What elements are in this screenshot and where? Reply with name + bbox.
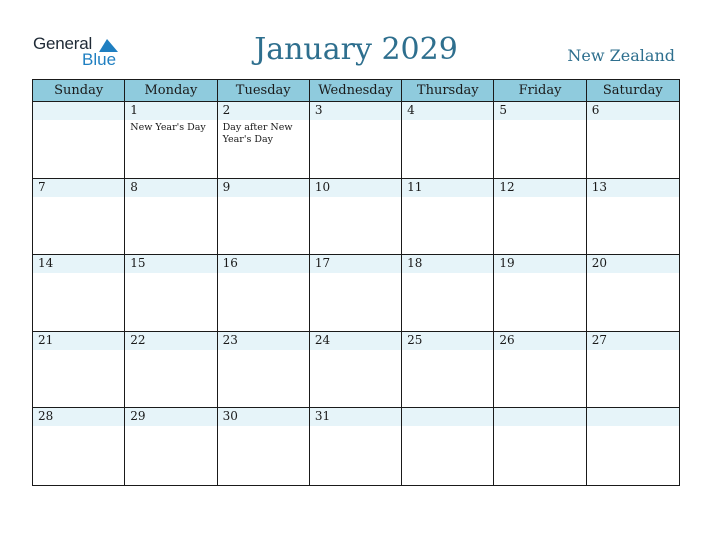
holiday-label: New Year's Day — [130, 122, 206, 133]
day-cell — [402, 179, 494, 256]
day-cell — [402, 332, 494, 409]
day-cell — [587, 332, 679, 409]
day-cell — [587, 102, 679, 179]
day-cell — [310, 179, 402, 256]
day-number: 31 — [314, 409, 331, 424]
holiday-label: Day after New Year's Day — [222, 122, 293, 145]
weekday-header: Monday — [125, 80, 217, 102]
day-number: 10 — [314, 179, 331, 194]
day-number: 13 — [591, 179, 607, 194]
weekday-header: Friday — [494, 80, 586, 102]
weekday-header: Thursday — [402, 80, 494, 102]
weekday-header: Wednesday — [310, 80, 402, 102]
day-number: 9 — [222, 179, 231, 194]
day-number: 1 — [130, 103, 138, 117]
day-number: 5 — [499, 103, 508, 117]
day-cell — [402, 408, 494, 485]
day-cell — [218, 408, 310, 485]
day-number: 11 — [407, 179, 423, 194]
day-number: 26 — [499, 332, 515, 347]
day-cell — [587, 255, 679, 332]
day-number: 21 — [38, 332, 54, 347]
day-number: 2 — [222, 103, 231, 117]
day-number: 16 — [222, 256, 238, 271]
day-cell — [125, 408, 217, 485]
country-label: New Zealand — [567, 46, 675, 65]
day-cell — [218, 255, 310, 332]
day-cell — [33, 332, 125, 409]
day-number: 22 — [130, 332, 146, 347]
day-number: 28 — [38, 409, 54, 424]
calendar-title: January 2029 — [254, 32, 458, 67]
day-number: 12 — [499, 179, 515, 194]
day-cell — [310, 332, 402, 409]
day-cell — [402, 102, 494, 179]
day-cell — [494, 408, 586, 485]
day-number: 14 — [38, 256, 54, 271]
logo-text-general: General — [33, 34, 93, 53]
day-cell — [310, 102, 402, 179]
day-number: 7 — [38, 179, 46, 194]
weekday-header: Saturday — [587, 80, 679, 102]
day-number: 6 — [591, 103, 600, 117]
day-number: 29 — [130, 409, 146, 424]
logo-text-blue: Blue — [82, 50, 117, 69]
day-cell — [125, 179, 217, 256]
day-number: 18 — [407, 256, 423, 271]
day-cell — [33, 102, 125, 179]
day-cell — [218, 332, 310, 409]
day-number: 30 — [222, 409, 238, 424]
day-cell — [33, 408, 125, 485]
day-number: 3 — [314, 103, 323, 117]
day-cell — [587, 179, 679, 256]
day-number: 20 — [591, 256, 607, 271]
weekday-header: Sunday — [33, 80, 125, 102]
day-cell — [494, 102, 586, 179]
month-calendar-grid — [32, 79, 680, 486]
day-cell — [587, 408, 679, 485]
day-cell — [125, 332, 217, 409]
day-cell — [218, 102, 310, 179]
weekday-header: Tuesday — [218, 80, 310, 102]
day-cell — [33, 255, 125, 332]
day-number: 17 — [314, 256, 331, 271]
day-cell — [310, 255, 402, 332]
day-cell — [494, 332, 586, 409]
day-cell — [310, 408, 402, 485]
day-number: 24 — [314, 332, 331, 347]
day-cell — [218, 179, 310, 256]
day-cell — [494, 255, 586, 332]
day-number: 27 — [591, 332, 607, 347]
day-cell — [402, 255, 494, 332]
day-cell — [494, 179, 586, 256]
day-number: 4 — [407, 103, 415, 117]
day-number: 25 — [407, 332, 423, 347]
day-number: 23 — [222, 332, 238, 347]
day-number: 15 — [130, 256, 146, 271]
day-number: 19 — [499, 256, 515, 271]
day-number: 8 — [130, 179, 138, 194]
day-cell — [33, 179, 125, 256]
day-cell — [125, 255, 217, 332]
day-cell — [125, 102, 217, 179]
